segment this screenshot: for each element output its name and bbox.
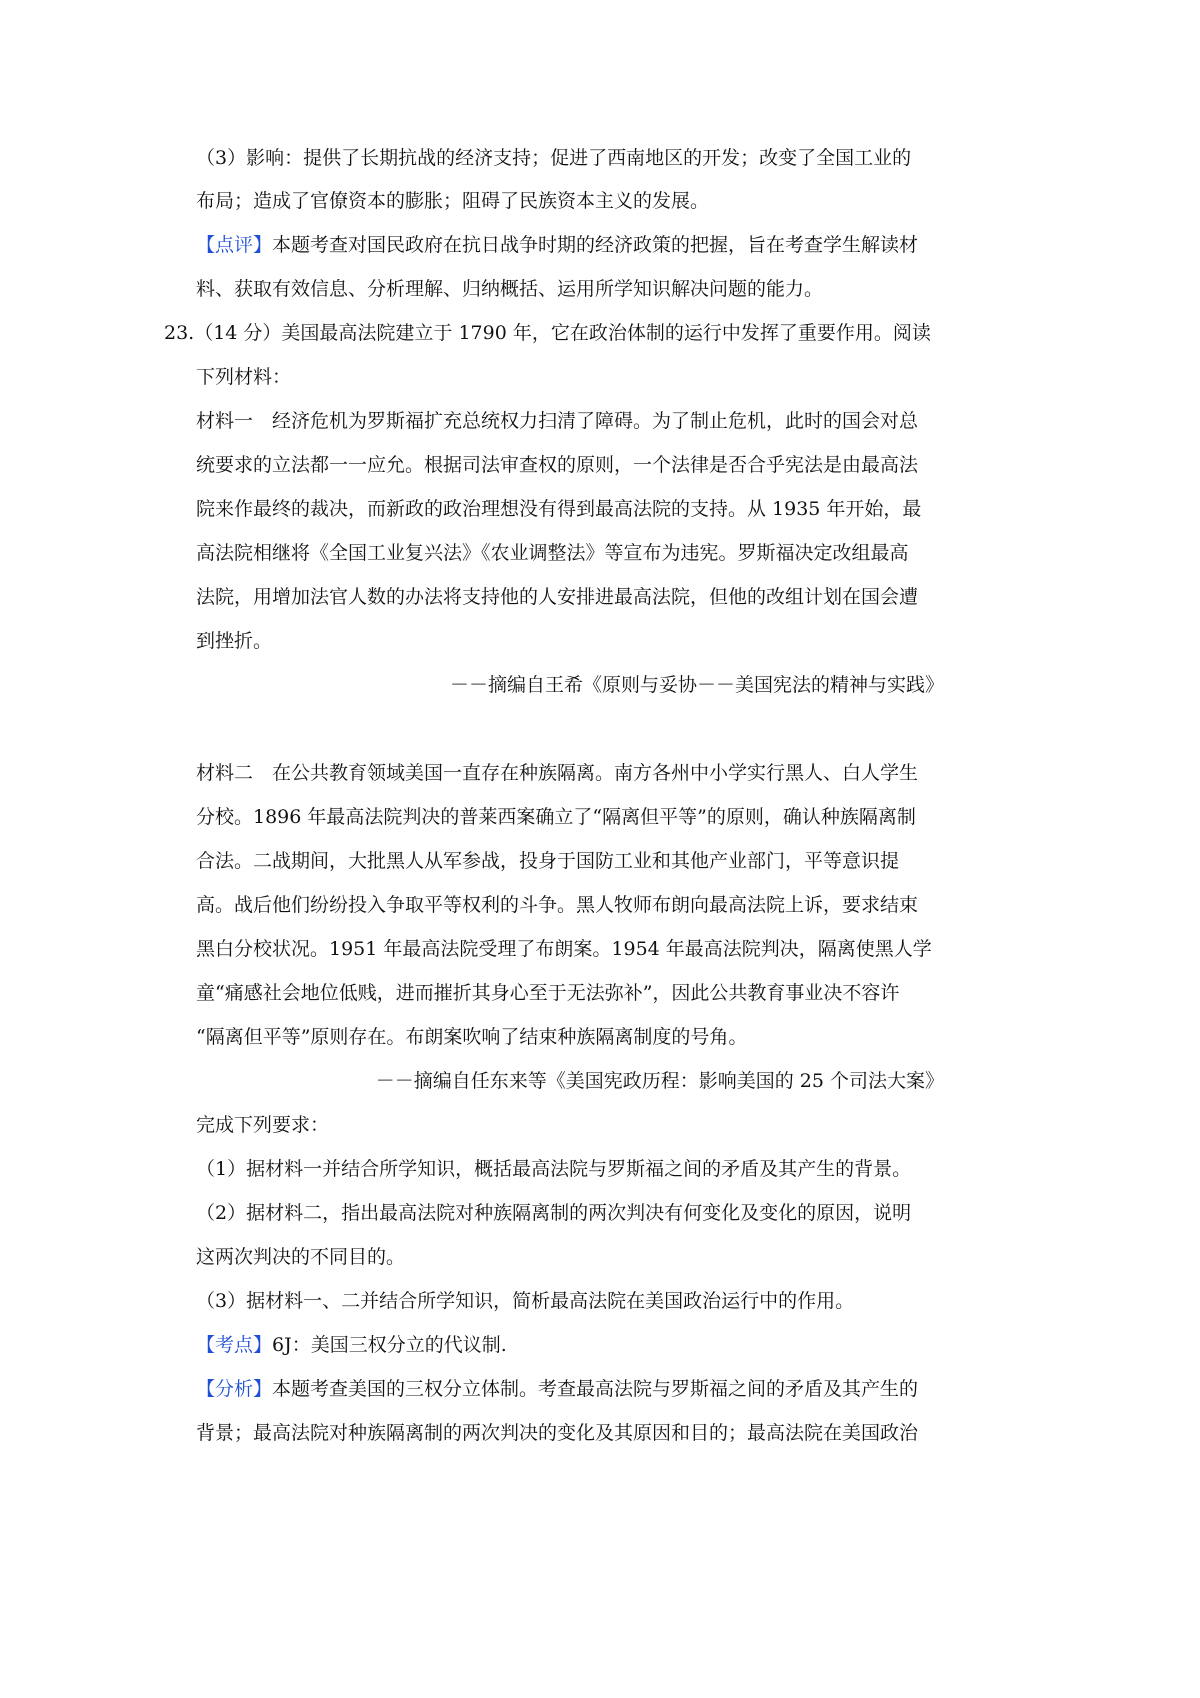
fenxi-line1: [196, 1376, 918, 1402]
material1-line3: 院来作最终的裁决，而新政的政治理想没有得到最高法院的支持。从 1935 年开始，最: [196, 498, 922, 520]
material2-line5: 黑白分校状况。1951 年最高法院受理了布朗案。1954 年最高法院判决，隔离使黑人学: [196, 938, 932, 960]
q22-comment-line2: 料、获取有效信息、分析理解、归纳概括、运用所学知识解决问题的能力。: [196, 278, 824, 300]
material1-line1: 材料一 经济危机为罗斯福扩充总统权力扫清了障碍。为了制止危机，此时的国会对总: [196, 410, 919, 432]
material2-line2: 分校。1896 年最高法院判决的普莱西案确立了“隔离但平等”的原则，确认种族隔离制: [196, 806, 916, 828]
question-part3: （3）据材料一、二并结合所学知识，简析最高法院在美国政治运行中的作用。: [196, 1290, 855, 1312]
question-part2-line2: 这两次判决的不同目的。: [196, 1246, 406, 1268]
q23-heading-line2: 下列材料：: [196, 366, 292, 388]
fenxi-tag: 【分析】: [196, 1378, 273, 1400]
material2-line7: “隔离但平等”原则存在。布朗案吹响了结束种族隔离制度的号角。: [196, 1026, 748, 1048]
q22-comment-line1: [196, 232, 918, 258]
requirements-heading: 完成下列要求：: [196, 1114, 330, 1136]
q23-heading-line1: 23.（14 分）美国最高法院建立于 1790 年，它在政治体制的运行中发挥了重要作用。阅读: [164, 322, 931, 344]
comment-tag: 【点评】: [196, 234, 273, 256]
material1-line4: 高法院相继将《全国工业复兴法》《农业调整法》等宣布为违宪。罗斯福决定改组最高: [196, 542, 909, 564]
q22-part3-line2: 布局；造成了官僚资本的膨胀；阻碍了民族资本主义的发展。: [196, 190, 710, 212]
material1-line2: 统要求的立法都一一应允。根据司法审查权的原则，一个法律是否合乎宪法是由最高法: [196, 454, 919, 476]
material2-line3: 合法。二战期间，大批黑人从军参战，投身于国防工业和其他产业部门，平等意识提: [196, 850, 900, 872]
question-part2-line1: （2）据材料二，指出最高法院对种族隔离制的两次判决有何变化及变化的原因，说明: [196, 1202, 912, 1224]
material2-line1: 材料二 在公共教育领域美国一直存在种族隔离。南方各州中小学实行黑人、白人学生: [196, 762, 919, 784]
material2-line6: 童“痛感社会地位低贱，进而摧折其身心至于无法弥补”，因此公共教育事业决不容许: [196, 982, 900, 1004]
material1-line6: 到挫折。: [196, 630, 273, 652]
material1-source: －－摘编自王希《原则与妥协－－美国宪法的精神与实践》: [449, 674, 944, 696]
material1-line5: 法院，用增加法官人数的办法将支持他的人安排进最高法院，但他的改组计划在国会遭: [196, 586, 919, 608]
question-part1: （1）据材料一并结合所学知识，概括最高法院与罗斯福之间的矛盾及其产生的背景。: [196, 1158, 912, 1180]
kaodian-line: [196, 1332, 507, 1358]
comment-text: 本题考查对国民政府在抗日战争时期的经济政策的把握，旨在考查学生解读材: [272, 234, 919, 256]
kaodian-tag: 【考点】: [196, 1334, 273, 1356]
material2-source: －－摘编自任东来等《美国宪政历程：影响美国的 25 个司法大案》: [375, 1070, 944, 1092]
fenxi-text: 本题考查美国的三权分立体制。考查最高法院与罗斯福之间的矛盾及其产生的: [272, 1378, 919, 1400]
q22-part3-line1: （3）影响：提供了长期抗战的经济支持；促进了西南地区的开发；改变了全国工业的: [196, 147, 912, 169]
kaodian-text: 6J：美国三权分立的代议制.: [272, 1334, 507, 1356]
fenxi-line2: 背景；最高法院对种族隔离制的两次判决的变化及其原因和目的；最高法院在美国政治: [196, 1422, 919, 1444]
material2-line4: 高。战后他们纷纷投入争取平等权利的斗争。黑人牧师布朗向最高法院上诉，要求结束: [196, 894, 919, 916]
